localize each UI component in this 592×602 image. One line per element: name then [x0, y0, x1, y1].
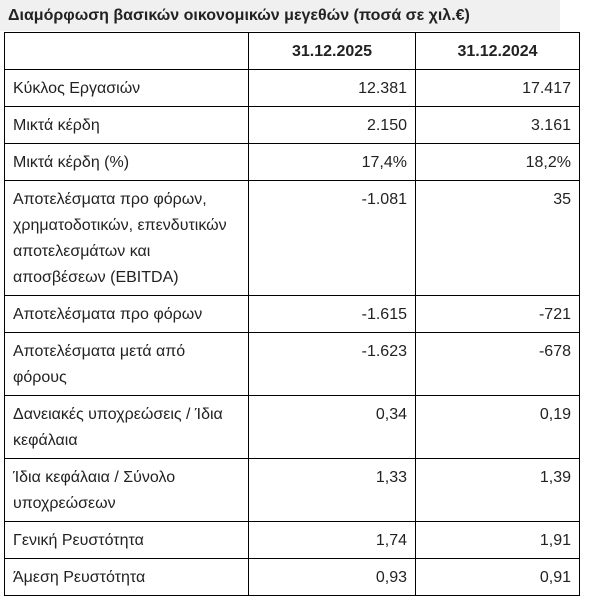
row-label: Αποτελέσματα προ φόρων, χρηματοδοτικών, επενδυτικών αποτελεσμάτων και αποσβέσεων (EBITDA) [5, 181, 249, 296]
table-row [5, 70, 580, 107]
value-2024: -678 [416, 333, 580, 396]
header-2025: 31.12.2025 [249, 33, 416, 70]
value-2025: 12.381 [249, 70, 416, 107]
value-2024: 1,39 [416, 459, 580, 522]
table-row [5, 522, 580, 559]
value-2024: 1,91 [416, 522, 580, 559]
row-label: Γενική Ρευστότητα [5, 522, 249, 559]
value-2024: 0,91 [416, 559, 580, 596]
value-2025: 2.150 [249, 107, 416, 144]
value-2024: 17.417 [416, 70, 580, 107]
value-2025: 0,93 [249, 559, 416, 596]
value-2024: 18,2% [416, 144, 580, 181]
table-row [5, 333, 580, 396]
value-2024: -721 [416, 296, 580, 333]
value-2025: -1.623 [249, 333, 416, 396]
row-label: Μικτά κέρδη (%) [5, 144, 249, 181]
value-2024: 3.161 [416, 107, 580, 144]
row-label: Κύκλος Εργασιών [5, 70, 249, 107]
table-row [5, 181, 580, 296]
table-title: Διαμόρφωση βασικών οικονομικών μεγεθών (ποσά σε χιλ.€) [0, 0, 560, 31]
header-label-cell [5, 33, 249, 70]
table-row [5, 559, 580, 596]
financial-figures-table [4, 32, 580, 596]
row-label: Δανειακές υποχρεώσεις / Ίδια κεφάλαια [5, 396, 249, 459]
value-2024: 35 [416, 181, 580, 296]
header-2024: 31.12.2024 [416, 33, 580, 70]
value-2025: 0,34 [249, 396, 416, 459]
value-2025: 17,4% [249, 144, 416, 181]
value-2025: -1.615 [249, 296, 416, 333]
row-label: Ίδια κεφάλαια / Σύνολο υποχρεώσεων [5, 459, 249, 522]
table-row [5, 396, 580, 459]
header-row [5, 33, 580, 70]
row-label: Άμεση Ρευστότητα [5, 559, 249, 596]
value-2025: 1,74 [249, 522, 416, 559]
value-2025: 1,33 [249, 459, 416, 522]
table-row [5, 144, 580, 181]
table-row [5, 459, 580, 522]
row-label: Αποτελέσματα προ φόρων [5, 296, 249, 333]
value-2024: 0,19 [416, 396, 580, 459]
table-row [5, 296, 580, 333]
table-row [5, 107, 580, 144]
row-label: Αποτελέσματα μετά από φόρους [5, 333, 249, 396]
value-2025: -1.081 [249, 181, 416, 296]
row-label: Μικτά κέρδη [5, 107, 249, 144]
